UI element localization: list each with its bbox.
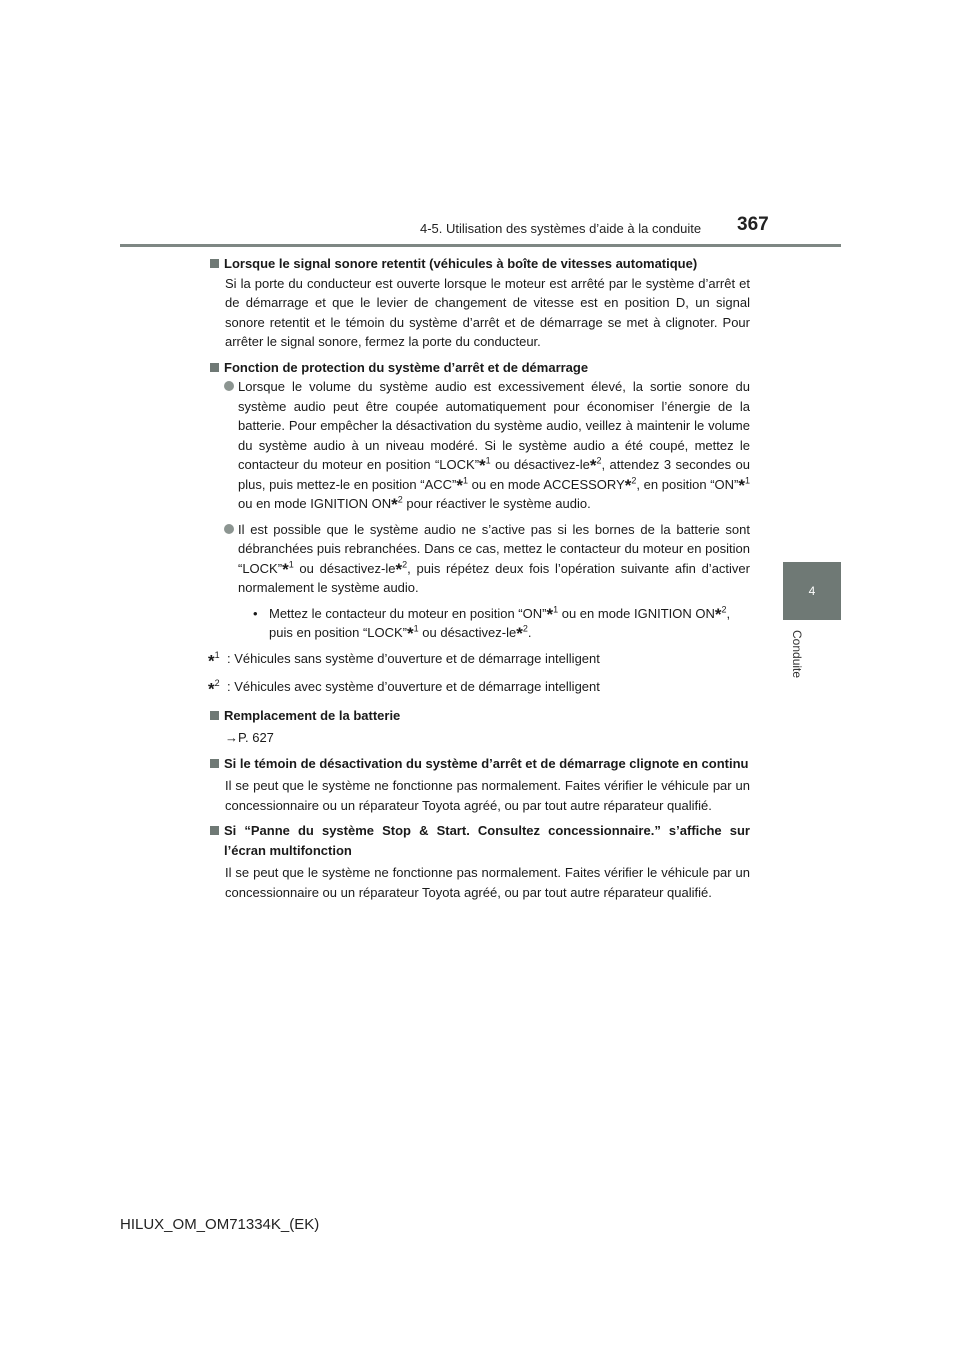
document-code: HILUX_OM_OM71334K_(EK)	[120, 1216, 320, 1233]
page-number: 367	[737, 214, 769, 235]
header-divider	[120, 244, 841, 247]
footnote: *$^2$ : Véhicules avec système d’ouverture et de démarrage intelligent	[208, 677, 750, 700]
square-bullet-icon	[210, 363, 219, 372]
list-item-text: Il est possible que le système audio ne s’active pas si les bornes de la batterie sont débranchées puis rebranchées. Dans ce cas, mettez le contacteur du moteur en position “LOCK”*$^1$ ou désactivez-le*$^2$, puis répétez deux fois l’opération suivante afin d’activer normalement le système audio.	[238, 521, 750, 595]
section-heading	[208, 754, 750, 774]
list-item	[225, 377, 750, 514]
square-bullet-icon	[210, 259, 219, 268]
section-title: Remplacement de la batterie	[224, 707, 401, 723]
square-bullet-icon	[210, 759, 219, 768]
paragraph: Il se peut que le système ne fonctionne pas normalement. Faites vérifier le véhicule par un concessionnaire ou un réparateur Toyota agréé, ou par tout autre réparateur qualifié.	[225, 778, 750, 813]
chapter-number: 4	[808, 584, 816, 598]
page-content	[208, 254, 750, 902]
section-heading	[208, 706, 750, 726]
paragraph: Si la porte du conducteur est ouverte lorsque le moteur est arrêté par le système d’arrêt et de démarrage et que le levier de changement de vitesse est en position D, un signal sonore retentit et le témoin du système d’arrêt et de démarrage se met à clignoter. Pour arrêter le signal sonore, fermez la porte du conducteur.	[225, 275, 750, 349]
square-bullet-icon	[210, 826, 219, 835]
list-item	[225, 520, 750, 598]
circle-bullet-icon	[224, 381, 234, 391]
footnote-text: : Véhicules avec système d’ouverture et de démarrage intelligent	[227, 679, 600, 695]
square-bullet-icon	[210, 711, 219, 720]
section-title: Si “Panne du système Stop & Start. Consultez concessionnaire.” s’affiche sur l’écran multifonction	[224, 823, 750, 858]
sub-list-item-text: Mettez le contacteur du moteur en position “ON”*$^1$ ou en mode IGNITION ON*$^2$, puis en position “LOCK”*$^1$ ou désactivez-le*$^2$.	[269, 604, 731, 643]
footnote: *$^1$ : Véhicules sans système d’ouverture et de démarrage intelligent	[208, 649, 750, 672]
section-heading	[208, 254, 750, 274]
section-title: Lorsque le signal sonore retentit (véhicules à boîte de vitesses automatique)	[224, 256, 698, 271]
section-heading	[208, 358, 750, 378]
list-item-text: Lorsque le volume du système audio est excessivement élevé, la sortie sonore du système audio peut être coupée automatiquement pour économiser l’énergie de la batterie. Pour empêcher la désactivation du système audio, veillez à maintenir le volume du système audio à un niveau modéré. Si le système audio a été coupé, mettez le contacteur du moteur en position “LOCK”*$^1$ ou désactivez-le*$^2$, attendez 3 secondes ou plus, puis mettez-le en position “ACC”*$^1$ ou en mode ACCESSORY*$^2$, en position “ON”*$^1$ ou en mode IGNITION ON*$^2$ pour réactiver le système audio.	[238, 379, 751, 514]
footnote-text: : Véhicules sans système d’ouverture et de démarrage intelligent	[227, 650, 600, 666]
chapter-label: Conduite	[790, 630, 804, 679]
page-reference-link[interactable]: →P. 627	[225, 730, 274, 746]
dot-marker: •	[253, 605, 258, 621]
section-title: Si le témoin de désactivation du système d’arrêt et de démarrage clignote en continu	[224, 755, 749, 771]
circle-bullet-icon	[224, 524, 234, 534]
running-header-section: 4-5. Utilisation des systèmes d’aide à la conduite	[420, 221, 702, 236]
paragraph: Il se peut que le système ne fonctionne pas normalement. Faites vérifier le véhicule par un concessionnaire ou un réparateur Toyota agréé, ou par tout autre réparateur qualifié.	[225, 865, 750, 900]
section-heading	[208, 821, 750, 860]
sub-list-item	[253, 604, 750, 643]
section-title: Fonction de protection du système d’arrêt et de démarrage	[224, 359, 589, 375]
chapter-tab	[783, 562, 841, 620]
